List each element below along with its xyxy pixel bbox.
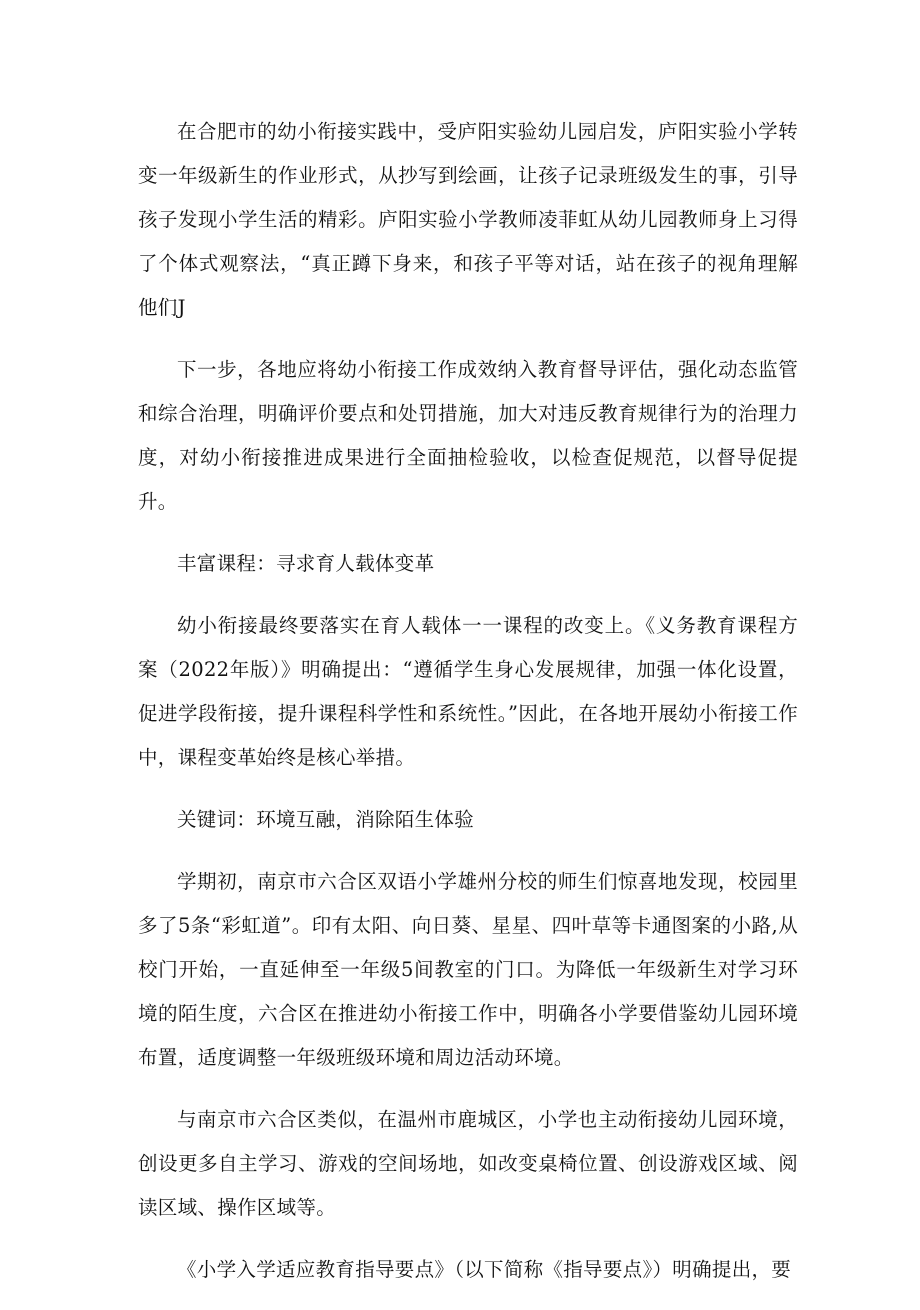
- paragraph-curriculum-reform: 幼小衔接最终要落实在育人载体一一课程的改变上。《义务教育课程方案（2022年版）》明确提出：“遵循学生身心发展规律，加强一体化设置，促进学段衔接，提升课程科学性和系统性。”因此，在各地开展幼小衔接工作中，课程变革始终是核心举措。: [138, 614, 798, 769]
- keyword-heading-environment: 关键词：环境互融，消除陌生体验: [177, 808, 475, 831]
- paragraph-hefei-practice: 在合肥市的幼小衔接实践中，受庐阳实验幼儿园启发，庐阳实验小学转变一年级新生的作业形式，从抄写到绘画，让孩子记录班级发生的事，引导孩子发现小学生活的精彩。庐阳实验小学教师凌菲虹从幼儿园教师身上习得了个体式观察法，“真正蹲下身来，和孩子平等对话，站在孩子的视角理解他们J: [138, 120, 798, 319]
- paragraph-nanjing-rainbow-road: 学期初，南京市六合区双语小学雄州分校的师生们惊喜地发现，校园里多了5条“彩虹道”。印有太阳、向日葵、星星、四叶草等卡通图案的小路,从校门开始，一直延伸至一年级5间教室的门口。为降低一年级新生对学习环境的陌生度，六合区在推进幼小衔接工作中，明确各小学要借鉴幼儿园环境布置，适度调整一年级班级环境和周边活动环境。: [138, 870, 798, 1069]
- paragraph-next-step: 下一步，各地应将幼小衔接工作成效纳入教育督导评估，强化动态监管和综合治理，明确评价要点和处罚措施，加大对违反教育规律行为的治理力度，对幼小衔接推进成果进行全面抽检验收，以检查促规范，以督导促提升。: [138, 358, 798, 513]
- document-body: [138, 110, 798, 1310]
- paragraph-wenzhou-lucheng: 与南京市六合区类似，在温州市鹿城区，小学也主动衔接幼儿园环境，创设更多自主学习、游戏的空间场地，如改变桌椅位置、创设游戏区域、阅读区域、操作区域等。: [138, 1108, 798, 1219]
- paragraph-guidance-points: 《小学入学适应教育指导要点》（以下简称《指导要点》）明确提出，要: [177, 1258, 792, 1281]
- section-heading-curriculum: 丰富课程：寻求育人载体变革: [177, 552, 435, 575]
